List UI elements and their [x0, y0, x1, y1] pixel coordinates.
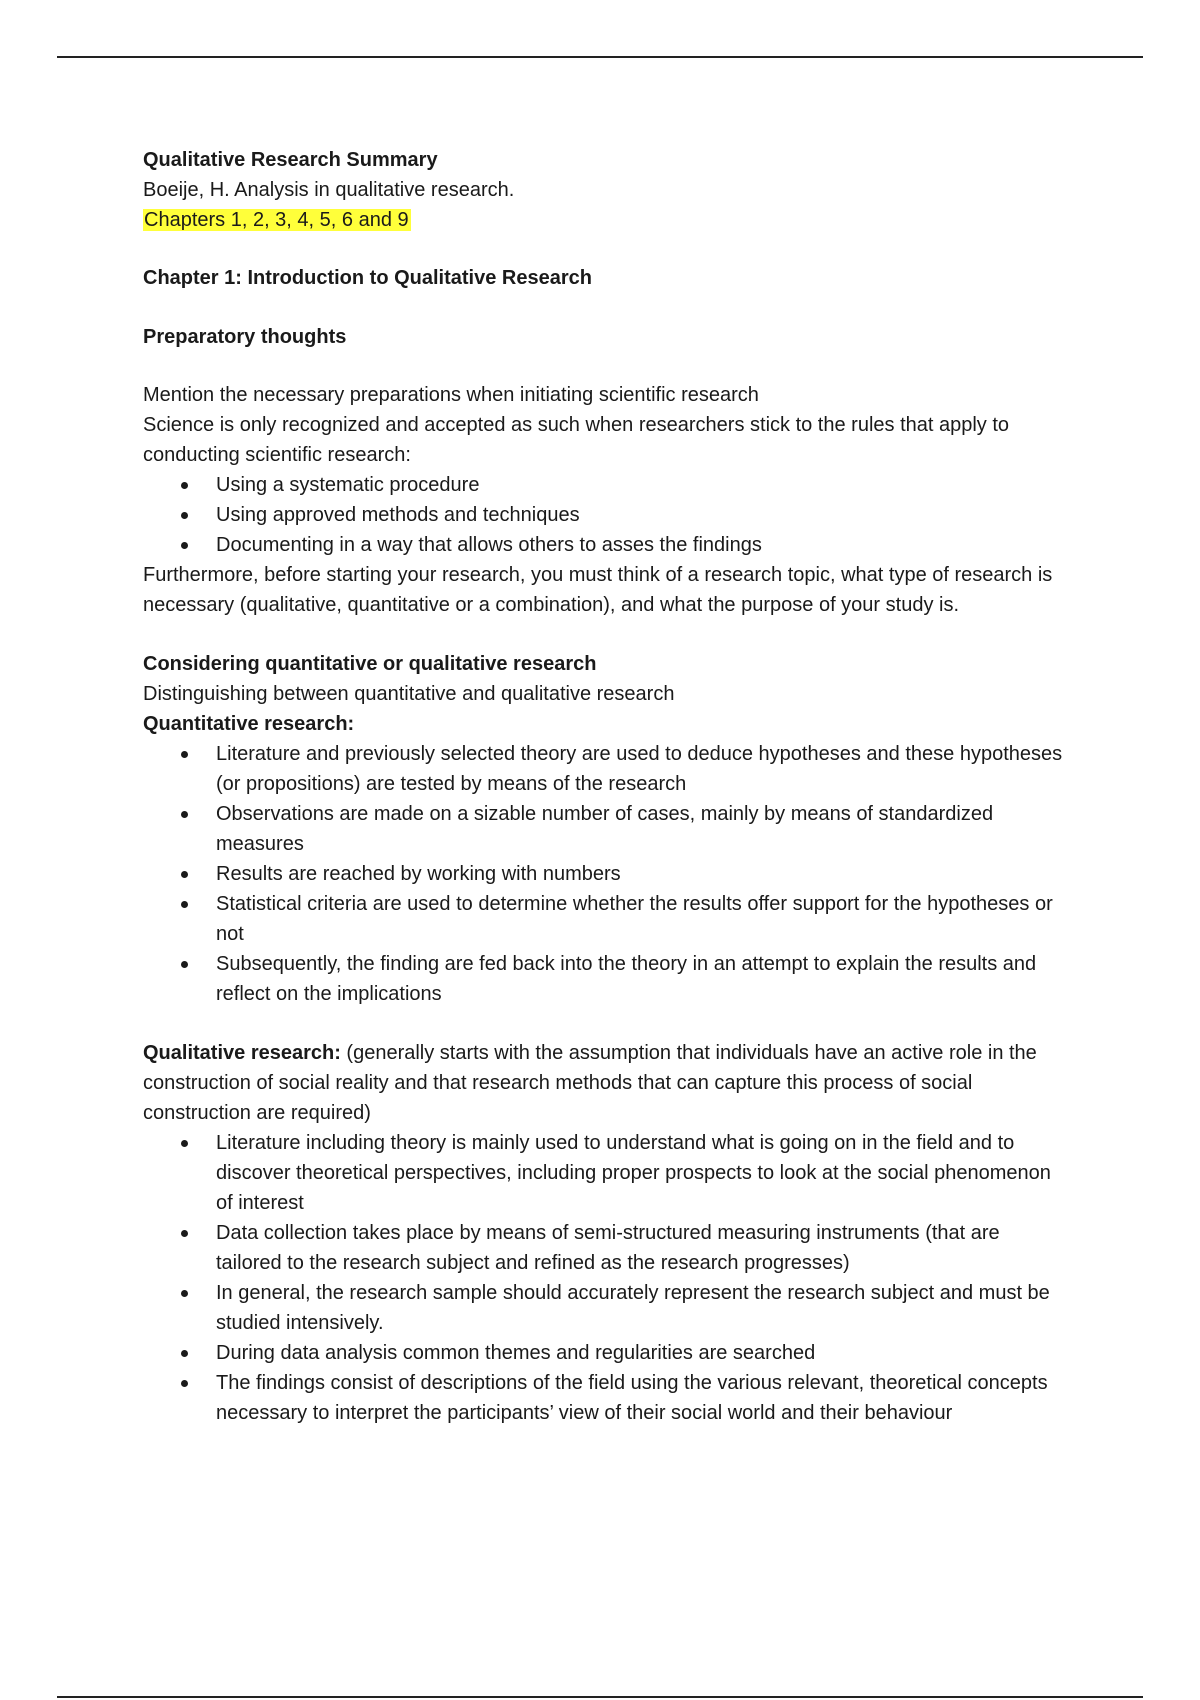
bullet-icon	[181, 751, 188, 758]
list-item: Using approved methods and techniques	[216, 500, 1063, 530]
section-heading-considering: Considering quantitative or qualitative research	[143, 653, 597, 675]
bullet-icon	[181, 871, 188, 878]
quantitative-bullet-list	[143, 739, 1063, 1009]
list-item: Data collection takes place by means of semi-structured measuring instruments (that are tailored to the research subject and refined as the research progresses)	[216, 1218, 1063, 1278]
list-item: Subsequently, the finding are fed back into the theory in an attempt to explain the results and reflect on the implications	[216, 949, 1063, 1009]
list-item: Statistical criteria are used to determine whether the results offer support for the hypotheses or not	[216, 889, 1063, 949]
bullet-icon	[181, 1230, 188, 1237]
quantitative-label: Quantitative research:	[143, 713, 355, 735]
preparatory-question: Mention the necessary preparations when initiating scientific research	[143, 384, 759, 406]
chapters-note	[143, 205, 1063, 235]
bottom-page-rule	[57, 1696, 1143, 1698]
list-item: During data analysis common themes and regularities are searched	[216, 1338, 1063, 1368]
bullet-icon	[181, 1350, 188, 1357]
qualitative-bullet-list	[143, 1128, 1063, 1428]
section-heading-preparatory: Preparatory thoughts	[143, 326, 347, 348]
list-item: Literature including theory is mainly used to understand what is going on in the field and to discover theoretical perspectives, including proper prospects to look at the social phenomenon of interest	[216, 1128, 1063, 1218]
list-item: The findings consist of descriptions of the field using the various relevant, theoretical concepts necessary to interpret the participants’ view of their social world and their behaviour	[216, 1368, 1063, 1428]
preparatory-intro: Science is only recognized and accepted as such when researchers stick to the rules that apply to conducting scientific research:	[143, 414, 1010, 466]
citation: Boeije, H. Analysis in qualitative research.	[143, 179, 515, 201]
document-title: Qualitative Research Summary	[143, 149, 438, 171]
bullet-icon	[181, 1290, 188, 1297]
qualitative-label: Qualitative research:	[143, 1042, 341, 1064]
chapters-highlight: Chapters 1, 2, 3, 4, 5, 6 and 9	[144, 209, 409, 231]
bullet-icon	[181, 512, 188, 519]
bullet-icon	[181, 811, 188, 818]
bullet-icon	[181, 542, 188, 549]
bullet-icon	[181, 961, 188, 968]
considering-subtitle: Distinguishing between quantitative and qualitative research	[143, 683, 675, 705]
list-item: Results are reached by working with numbers	[216, 859, 1063, 889]
bullet-icon	[181, 482, 188, 489]
chapter-heading: Chapter 1: Introduction to Qualitative Research	[143, 267, 592, 289]
document-body	[143, 145, 1063, 1428]
top-page-rule	[57, 56, 1143, 58]
list-item: Using a systematic procedure	[216, 470, 1063, 500]
list-item: In general, the research sample should accurately represent the research subject and must be studied intensively.	[216, 1278, 1063, 1338]
preparatory-closing: Furthermore, before starting your research, you must think of a research topic, what type of research is necessary (qualitative, quantitative or a combination), and what the purpose of your study is.	[143, 564, 1053, 616]
preparatory-bullet-list	[143, 470, 1063, 560]
list-item: Literature and previously selected theory are used to deduce hypotheses and these hypotheses (or propositions) are tested by means of the research	[216, 739, 1063, 799]
bullet-icon	[181, 1140, 188, 1147]
qualitative-intro: (generally starts with the assumption that individuals have an active role in the construction of social reality and that research methods that can capture this process of social construction are required)	[143, 1042, 1037, 1124]
list-item: Observations are made on a sizable number of cases, mainly by means of standardized measures	[216, 799, 1063, 859]
bullet-icon	[181, 901, 188, 908]
bullet-icon	[181, 1380, 188, 1387]
list-item: Documenting in a way that allows others to asses the findings	[216, 530, 1063, 560]
qualitative-paragraph	[143, 1038, 1063, 1128]
